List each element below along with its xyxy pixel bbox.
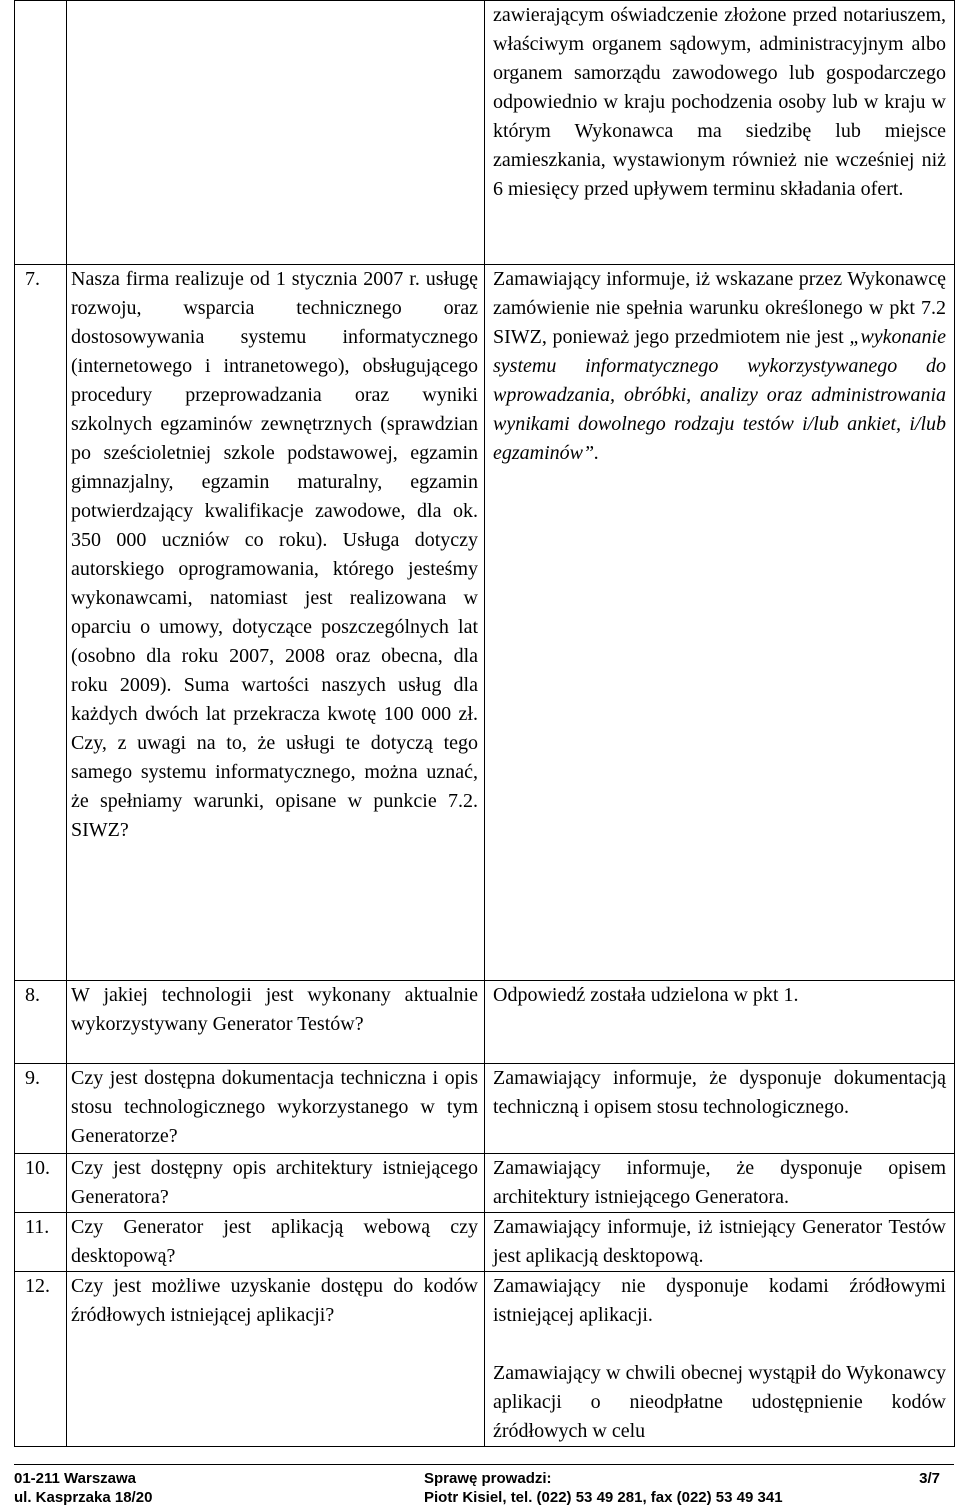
table-row — [15, 1154, 955, 1213]
answer-cell — [485, 1064, 955, 1154]
question-text: Czy Generator jest aplikacją webową czy desktopową? — [71, 1216, 478, 1267]
table-row — [15, 265, 955, 981]
question-cell — [67, 1154, 485, 1213]
page-number: 3/7 — [919, 1470, 940, 1487]
table-row — [15, 1213, 955, 1272]
row-number-cell: 12. — [15, 1272, 67, 1447]
question-text: Czy jest możliwe uzyskanie dostępu do kodów źródłowych istniejącej aplikacji? — [71, 1275, 478, 1326]
footer-contact: Sprawę prowadzi: Piotr Kisiel, tel. (022) 53 49 281, fax (022) 53 49 341 — [424, 1470, 783, 1506]
answer-text-continued: Zamawiający w chwili obecnej wystąpił do Wykonawcy aplikacji o nieodpłatne udostępnienie kodów źródłowych w celu — [493, 1362, 946, 1442]
answer-cell — [485, 1, 955, 265]
answer-text: Zamawiający informuje, iż istniejący Generator Testów jest aplikacją desktopową. — [493, 1216, 946, 1267]
question-cell — [67, 265, 485, 981]
question-cell — [67, 1272, 485, 1447]
table-row — [15, 1272, 955, 1447]
row-number-cell — [15, 1, 67, 265]
answer-cell — [485, 1213, 955, 1272]
answer-cell — [485, 1272, 955, 1447]
question-text: Nasza firma realizuje od 1 stycznia 2007 r. usługę rozwoju, wsparcia technicznego oraz dostosowywania systemu informatycznego (internetowego i intranetowego), obsługującego procedury przeprowadzania oraz wyniki szkolnych egzaminów zewnętrznych (sprawdzian po sześcioletniej szkole podstawowej, egzamin gimnazjalny, egzamin maturalny, egzamin potwierdzający kwalifikacje zawodowe, dla ok. 350 000 uczniów co roku). Usługa dotyczy autorskiego oprogramowania, którego jesteśmy wykonawcami, natomiast jest realizowana w oparciu o umowy, dotyczące poszczególnych lat (osobno dla roku 2007, 2008 oraz obecna, dla roku 2009). Suma wartości naszych usług dla każdych dwóch lat przekracza kwotę 100 000 zł. Czy, z uwagi na to, że usługi te dotyczą tego samego systemu informatycznego, można uznać, że spełniamy warunki, opisane w punkcie 7.2. SIWZ? — [71, 268, 478, 841]
qa-table — [14, 0, 955, 1447]
question-text: Czy jest dostępny opis architektury istniejącego Generatora? — [71, 1157, 478, 1208]
answer-text: Zamawiający informuje, że dysponuje dokumentacją techniczną i opisem stosu technologicznego. — [493, 1067, 946, 1118]
table-row — [15, 981, 955, 1064]
row-number-cell: 7. — [15, 265, 67, 981]
question-cell — [67, 1, 485, 265]
answer-cell — [485, 981, 955, 1064]
answer-cell — [485, 265, 955, 981]
question-cell — [67, 1064, 485, 1154]
answer-cell — [485, 1154, 955, 1213]
answer-italic-quote: „wykonanie systemu informatycznego wykorzystywanego do wprowadzania, obróbki, analizy oraz administrowania wynikami dowolnego rodzaju testów i/lub ankiet, i/lub egzaminów”. — [493, 326, 946, 464]
row-number-cell: 8. — [15, 981, 67, 1064]
footer-address: 01-211 Warszawa ul. Kasprzaka 18/20 — [14, 1470, 153, 1506]
answer-text: Odpowiedź została udzielona w pkt 1. — [493, 984, 799, 1006]
table-row — [15, 1, 955, 265]
question-text: W jakiej technologii jest wykonany aktualnie wykorzystywany Generator Testów? — [71, 984, 478, 1035]
page-footer — [14, 1464, 954, 1507]
table-row — [15, 1064, 955, 1154]
answer-text: zawierającym oświadczenie złożone przed notariuszem, właściwym organem sądowym, administracyjnym albo organem samorządu zawodowego lub gospodarczego odpowiednio w kraju pochodzenia osoby lub w kraju w którym Wykonawca ma siedzibę lub miejsce zamieszkania, wystawionym również nie wcześniej niż 6 miesięcy przed upływem terminu składania ofert. — [493, 4, 946, 200]
row-number-cell: 11. — [15, 1213, 67, 1272]
answer-text: Zamawiający informuje, że dysponuje opisem architektury istniejącego Generatora. — [493, 1157, 946, 1208]
question-cell — [67, 981, 485, 1064]
row-number-cell: 9. — [15, 1064, 67, 1154]
question-text: Czy jest dostępna dokumentacja techniczna i opis stosu technologicznego wykorzystanego w tym Generatorze? — [71, 1067, 478, 1147]
answer-text: Zamawiający informuje, iż wskazane przez Wykonawcę zamówienie nie spełnia warunku określonego w pkt 7.2 SIWZ, ponieważ jego przedmiotem nie jest „wykonanie systemu informatycznego wykorzystywanego do wprowadzania, obróbki, analizy oraz administrowania wynikami dowolnego rodzaju testów i/lub ankiet, i/lub egzaminów”. — [493, 268, 946, 464]
question-cell — [67, 1213, 485, 1272]
answer-text: Zamawiający nie dysponuje kodami źródłowymi istniejącej aplikacji. — [493, 1275, 946, 1326]
row-number-cell: 10. — [15, 1154, 67, 1213]
